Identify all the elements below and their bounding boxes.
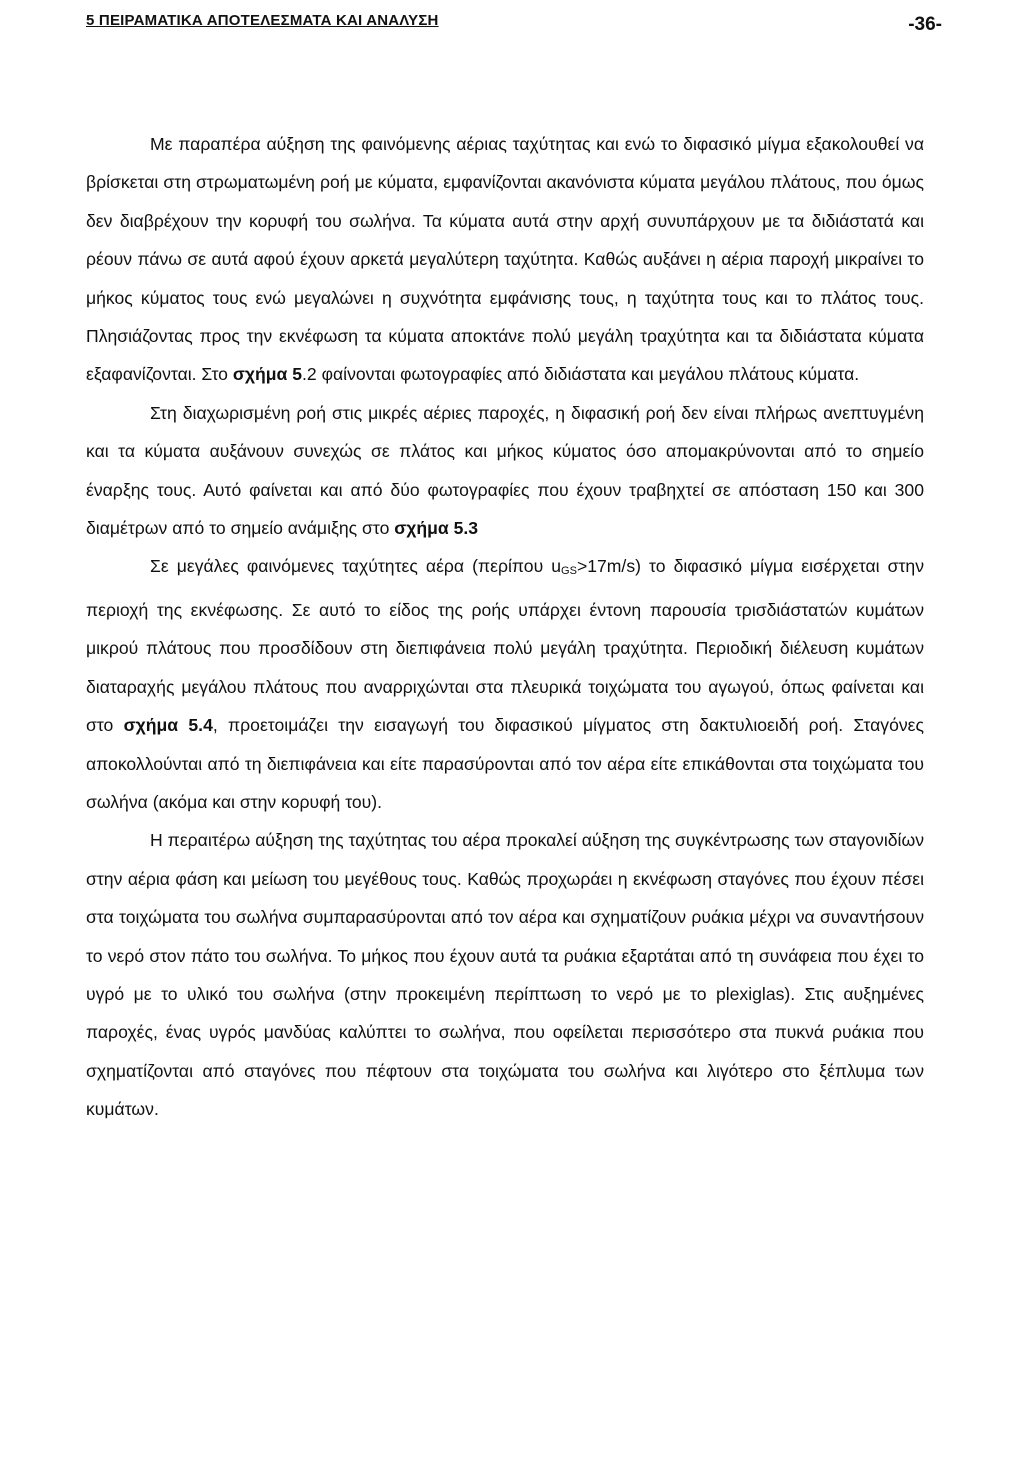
figure-number: 5.3: [448, 518, 479, 539]
paragraph-text: Στη διαχωρισμένη ροή στις μικρές αέριες παροχές, η διφασική ροή δεν είναι πλήρως ανεπτυγμένη και τα κύματα αυξάνουν συνεχώς σε πλάτος και μήκος κύματος όσο απομακρύνονται από το σημείο έναρξης τους. Αυτό φαίνεται και από δύο φωτογραφίες που έχουν τραβηχτεί σε απόσταση 150 και 300 διαμέτρων από το σημείο ανάμιξης στο: [86, 402, 924, 539]
paragraph-text: Η περαιτέρω αύξηση της ταχύτητας του αέρα προκαλεί αύξηση της συγκέντρωσης των σταγονιδίων στην αέρια φάση και μείωση του μεγέθους τους. Καθώς προχωράει η εκνέφωση σταγόνες που έχουν πέσει στα τοιχώματα του σωλήνα συμπαρασύρονται από τον αέρα και σχηματίζουν ρυάκια μέχρι να συναντήσουν το νερό στον πάτο του σωλήνα. Το μήκος που έχουν αυτά τα ρυάκια εξαρτάται από τη συνάφεια που έχει το υγρό με το υλικό του σωλήνα (στην προκειμένη περίπτωση το νερό με το plexiglas). Στις αυξημένες παροχές, ένας υγρός μανδύας καλύπτει το σωλήνα, που οφείλεται περισσότερο στα πυκνά ρυάκια που σχηματίζονται από σταγόνες που πέφτουν στα τοιχώματα του σωλήνα και λιγότερο στο ξέπλυμα των κυμάτων.: [86, 830, 924, 1120]
paragraph-4: [86, 821, 924, 1128]
paragraph-text: Σε μεγάλες φαινόμενες ταχύτητες αέρα (περίπου u: [150, 556, 562, 577]
document-body: [86, 125, 924, 1129]
figure-reference: σχήμα 5: [232, 364, 303, 385]
paragraph-text: , προετοιμάζει την εισαγωγή του διφασικού μίγματος στη δακτυλιοειδή ροή. Σταγόνες αποκολλούνται από τη διεπιφάνεια και είτε παρασύρονται από τον αέρα είτε επικάθονται στα τοιχώματα του σωλήνα (ακόμα και στην κορυφή του).: [86, 715, 925, 812]
figure-reference: σχήμα: [394, 518, 449, 539]
figure-reference: σχήμα 5.4: [123, 715, 213, 736]
paragraph-text: .2 φαίνονται φωτογραφίες από διδιάστατα και μεγάλου πλάτους κύματα.: [302, 364, 860, 385]
paragraph-1: [86, 125, 924, 394]
paragraph-text: >17m/s) το διφασικό μίγμα εισέρχεται στην περιοχή της εκνέφωσης. Σε αυτό το είδος της ροής υπάρχει έντονη παρουσία τρισδιάστατών κυμάτων μικρού πλάτους που προσδίδουν στη διεπιφάνεια πολύ μεγάλη τραχύτητα. Περιοδική διέλευση κυμάτων διαταραχής μεγάλου πλάτους που αναρριχώνται στα πλευρικά τοιχώματα του αγωγού, όπως φαίνεται και στο: [86, 556, 924, 736]
subscript: GS: [561, 565, 577, 578]
page-header: [86, 12, 942, 42]
chapter-title: 5 ΠΕΙΡΑΜΑΤΙΚΑ ΑΠΟΤΕΛΕΣΜΑΤΑ ΚΑΙ ΑΝΑΛΥΣΗ: [86, 12, 439, 29]
paragraph-text: Με παραπέρα αύξηση της φαινόμενης αέριας ταχύτητας και ενώ το διφασικό μίγμα εξακολουθεί να βρίσκεται στη στρωματωμένη ροή με κύματα, εμφανίζονται ακανόνιστα κύματα μεγάλου πλάτους, που όμως δεν διαβρέχουν την κορυφή του σωλήνα. Τα κύματα αυτά στην αρχή συνυπάρχουν με τα διδιάστατά και ρέουν πάνω σε αυτά αφού έχουν αρκετά μεγαλύτερη ταχύτητα. Καθώς αυξάνει η αέρια παροχή μικραίνει το μήκος κύματος τους ενώ μεγαλώνει η συχνότητα εμφάνισης τους, η ταχύτητα τους και το πλάτος τους. Πλησιάζοντας προς την εκνέφωση τα κύματα αποκτάνε πολύ μεγάλη τραχύτητα και τα διδιάστατα κύματα εξαφανίζονται. Στο: [86, 134, 924, 385]
paragraph-2: [86, 394, 924, 548]
page-number: -36-: [908, 14, 942, 35]
paragraph-3: [86, 547, 924, 821]
